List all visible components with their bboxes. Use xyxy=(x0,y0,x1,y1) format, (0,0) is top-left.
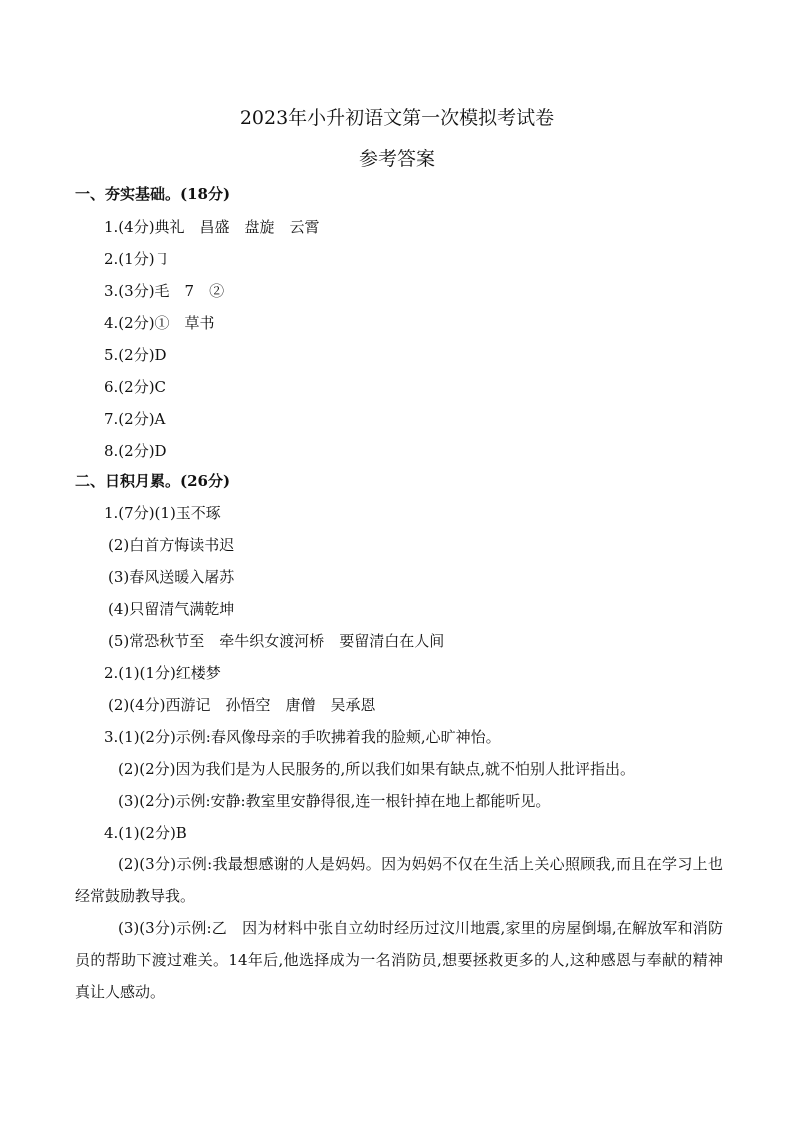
page-subtitle: 参考答案 xyxy=(358,148,435,170)
answer-item: 2.(1)(1分)红楼梦 xyxy=(104,664,221,682)
section-2-heading: 二、日积月累。(26分) xyxy=(75,472,231,490)
answer-item: 1.(4分)典礼 昌盛 盘旋 云霄 xyxy=(104,218,320,236)
answer-subitem: (3)春风送暖入屠苏 xyxy=(108,568,235,586)
answer-item: 5.(2分)D xyxy=(104,346,167,364)
answer-item: 3.(3分)毛 7 ② xyxy=(104,282,225,300)
answer-item: 1.(7分)(1)玉不琢 xyxy=(104,504,221,522)
answer-subitem: (4)只留清气满乾坤 xyxy=(108,600,235,618)
answer-item: 7.(2分)A xyxy=(104,410,166,428)
answer-item: 3.(1)(2分)示例:春风像母亲的手吹拂着我的脸颊,心旷神怡。 xyxy=(104,728,501,746)
answer-paragraph: (2)(3分)示例:我最想感谢的人是妈妈。因为妈妈不仅在生活上关心照顾我,而且在学习上也经常鼓励教导我。 xyxy=(75,855,723,905)
answer-item: 4.(2分)① 草书 xyxy=(104,314,215,332)
answer-item: 2.(1分)㇆ xyxy=(104,250,170,268)
answer-item: 6.(2分)C xyxy=(104,378,167,396)
page-title: 2023年小升初语文第一次模拟考试卷 xyxy=(239,107,555,129)
section-1-heading: 一、夯实基础。(18分) xyxy=(75,185,231,203)
answer-subitem: (3)(2分)示例:安静:教室里安静得很,连一根针掉在地上都能听见。 xyxy=(118,792,551,810)
answer-subitem: (2)(2分)因为我们是为人民服务的,所以我们如果有缺点,就不怕别人批评指出。 xyxy=(118,760,636,778)
answer-subitem: (5)常恐秋节至 牵牛织女渡河桥 要留清白在人间 xyxy=(108,632,445,650)
answer-subitem: (2)白首方悔读书迟 xyxy=(108,536,235,554)
answer-paragraph: (3)(3分)示例:乙 因为材料中张自立幼时经历过汶川地震,家里的房屋倒塌,在解放军和消防员的帮助下渡过难关。14年后,他选择成为一名消防员,想要拯救更多的人,这种感恩与奉献的精神真让人感动。 xyxy=(75,919,723,1001)
answer-item: 8.(2分)D xyxy=(104,442,167,460)
answer-subitem: (2)(4分)西游记 孙悟空 唐僧 吴承恩 xyxy=(108,696,376,714)
answer-item: 4.(1)(2分)B xyxy=(104,824,187,842)
